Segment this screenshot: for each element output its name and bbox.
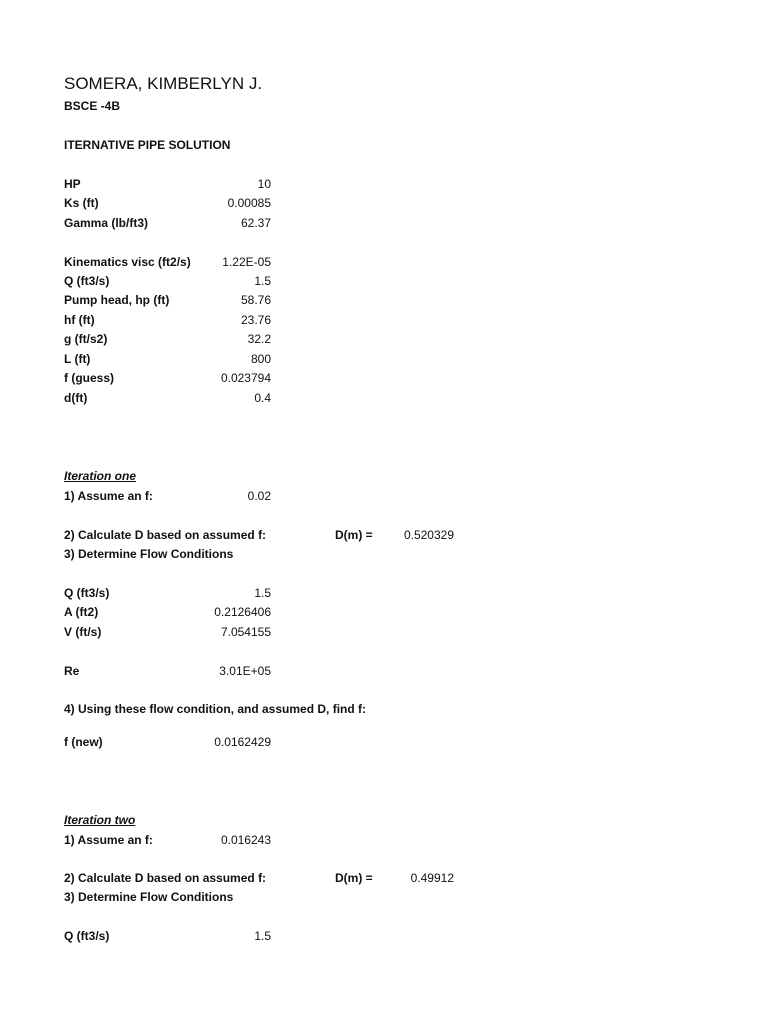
f-new-value: 0.0162429 xyxy=(214,735,271,749)
given-value: 800 xyxy=(250,352,271,366)
given-label: hf (ft) xyxy=(64,313,95,327)
given-value: 10 xyxy=(257,177,271,191)
iteration-two-heading: Iteration two xyxy=(64,813,136,827)
d-value: 0.520329 xyxy=(403,528,454,542)
flow-label: A (ft2) xyxy=(64,605,99,619)
given-label: L (ft) xyxy=(64,352,91,366)
given-label: Pump head, hp (ft) xyxy=(64,293,170,307)
flow-label: Q (ft3/s) xyxy=(64,929,110,943)
iteration-one-heading: Iteration one xyxy=(64,469,137,483)
given-value: 0.023794 xyxy=(220,371,271,385)
assume-f-value: 0.02 xyxy=(247,489,271,503)
given-value: 0.4 xyxy=(254,391,271,405)
flow-conditions-label: 3) Determine Flow Conditions xyxy=(64,547,234,561)
given-value: 58.76 xyxy=(240,293,271,307)
calculate-d-label: 2) Calculate D based on assumed f: xyxy=(64,871,267,885)
given-label: Ks (ft) xyxy=(64,196,99,210)
calculate-d-label: 2) Calculate D based on assumed f: xyxy=(64,528,267,542)
given-label: HP xyxy=(64,177,81,191)
reynolds-value: 3.01E+05 xyxy=(219,664,271,678)
given-value: 1.22E-05 xyxy=(222,255,271,269)
flow-label: V (ft/s) xyxy=(64,625,102,639)
given-label: Kinematics visc (ft2/s) xyxy=(64,255,191,269)
f-new-label: f (new) xyxy=(64,735,103,749)
flow-conditions-label: 3) Determine Flow Conditions xyxy=(64,890,234,904)
d-label: D(m) = xyxy=(335,528,373,542)
reynolds-label: Re xyxy=(64,664,80,678)
assume-f-label: 1) Assume an f: xyxy=(64,489,153,503)
document-title: ITERNATIVE PIPE SOLUTION xyxy=(64,138,231,152)
flow-value: 1.5 xyxy=(254,929,271,943)
assume-f-label: 1) Assume an f: xyxy=(64,833,153,847)
find-f-label: 4) Using these flow condition, and assumed D, find f: xyxy=(64,702,367,716)
given-label: Gamma (lb/ft3) xyxy=(64,216,149,230)
d-value: 0.49912 xyxy=(410,871,454,885)
flow-value: 7.054155 xyxy=(220,625,271,639)
given-label: d(ft) xyxy=(64,391,88,405)
given-value: 23.76 xyxy=(240,313,271,327)
assume-f-value: 0.016243 xyxy=(220,833,271,847)
given-value: 62.37 xyxy=(240,216,271,230)
given-label: f (guess) xyxy=(64,371,115,385)
flow-value: 1.5 xyxy=(254,586,271,600)
given-label: g (ft/s2) xyxy=(64,332,108,346)
given-value: 0.00085 xyxy=(227,196,271,210)
flow-label: Q (ft3/s) xyxy=(64,586,110,600)
given-value: 1.5 xyxy=(254,274,271,288)
given-label: Q (ft3/s) xyxy=(64,274,110,288)
d-label: D(m) = xyxy=(335,871,373,885)
flow-value: 0.2126406 xyxy=(214,605,271,619)
student-name: SOMERA, KIMBERLYN J. xyxy=(64,74,263,93)
given-value: 32.2 xyxy=(247,332,271,346)
section-label: BSCE -4B xyxy=(64,99,121,113)
